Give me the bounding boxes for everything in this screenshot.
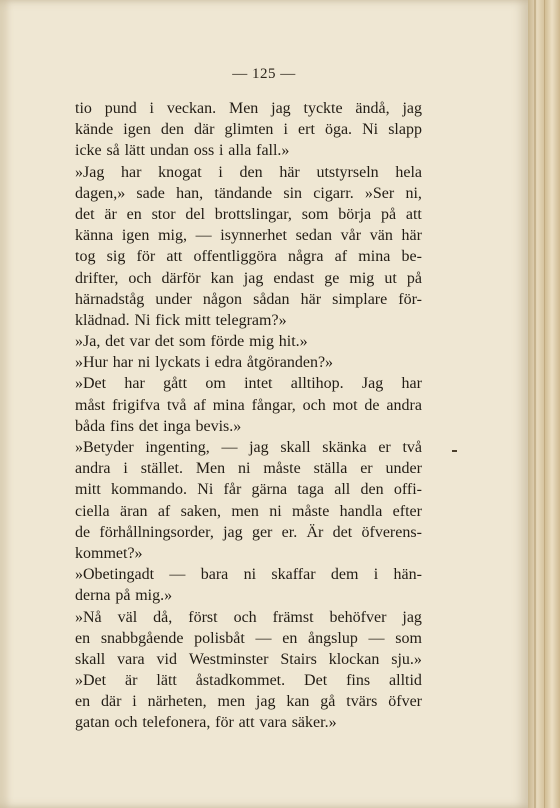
word: Men — [195, 460, 226, 478]
word: af — [193, 396, 206, 414]
word: är — [104, 205, 117, 223]
word: gått — [163, 375, 188, 393]
word: sig — [106, 248, 126, 266]
word: alla — [228, 142, 252, 160]
word: hela — [395, 163, 422, 181]
text-line — [75, 204, 422, 225]
word: offi- — [393, 481, 422, 499]
word: bara — [200, 566, 229, 584]
word: mina — [358, 248, 391, 266]
word: — — [255, 629, 272, 647]
word: stor — [151, 205, 176, 223]
word: jag — [402, 100, 422, 117]
word: har — [124, 375, 145, 393]
word: bevis.» — [195, 417, 242, 435]
word: där — [194, 121, 215, 139]
word: tvärs — [346, 693, 378, 711]
word: den — [239, 163, 263, 181]
word: vän — [369, 227, 393, 245]
word: som — [301, 205, 329, 223]
word: telegram?» — [215, 311, 287, 329]
word: »Jag — [75, 163, 105, 181]
text-line — [75, 140, 422, 161]
text-line — [75, 479, 422, 500]
word: hit.» — [278, 333, 308, 351]
word: i — [132, 693, 137, 711]
word: klädnad. — [75, 311, 130, 329]
word: har — [121, 163, 142, 181]
word: taga — [297, 481, 324, 499]
word: gärna — [251, 481, 288, 499]
word: sju.» — [391, 650, 422, 668]
word: i — [123, 460, 128, 478]
word: andra — [386, 396, 422, 414]
text-line — [75, 98, 422, 119]
word: ingenting, — [145, 439, 210, 456]
word: tändande — [214, 184, 273, 202]
word: hän- — [393, 566, 422, 584]
word: Ni — [197, 481, 214, 499]
word: en — [75, 629, 91, 647]
word: snabbgående — [100, 629, 184, 647]
word: det — [105, 333, 125, 351]
text-line — [75, 416, 422, 437]
word: — — [368, 629, 385, 647]
text-line — [75, 712, 422, 733]
word: frigifva — [112, 396, 161, 414]
word: sade — [136, 184, 165, 202]
word: det — [138, 417, 159, 435]
word: del — [185, 205, 205, 223]
word: det — [332, 523, 353, 541]
word: af — [157, 502, 171, 520]
word: ni, — [405, 184, 422, 202]
word: »Ja, — [75, 333, 101, 351]
word: alltid — [389, 672, 422, 690]
word: sin — [283, 184, 303, 202]
word: ert — [298, 121, 315, 139]
word: under — [385, 460, 422, 478]
word: inga — [163, 417, 191, 435]
word: mitt — [75, 481, 101, 499]
word: fins — [110, 417, 134, 435]
word: först — [188, 608, 218, 626]
text-line — [75, 331, 422, 352]
word: en — [282, 629, 298, 647]
text-line — [75, 543, 422, 564]
word: ändå, — [355, 100, 390, 117]
word: knogat — [158, 163, 202, 181]
word: här — [401, 227, 422, 245]
word: de — [75, 523, 91, 541]
word: närheten, — [147, 693, 207, 711]
word: måst — [75, 396, 106, 414]
text-line — [75, 607, 422, 628]
word: på — [380, 205, 397, 223]
word: främst — [272, 608, 314, 626]
word: som — [395, 629, 422, 647]
word: be- — [401, 248, 422, 266]
text-line — [75, 373, 422, 394]
text-line — [75, 352, 422, 373]
word: vara — [117, 650, 145, 668]
text-line — [75, 458, 422, 479]
word: och — [302, 396, 326, 414]
word: och — [128, 269, 152, 287]
word: klockan — [328, 650, 380, 668]
word: får — [223, 481, 242, 499]
word: är — [125, 672, 138, 690]
word: det — [75, 205, 95, 223]
body-text — [75, 98, 422, 734]
word: simplare — [332, 290, 388, 308]
text-line — [75, 395, 422, 416]
word: behöfver — [329, 608, 387, 626]
text-line — [75, 310, 422, 331]
text-line — [75, 289, 422, 310]
word: åstadkommet. — [195, 672, 286, 690]
word: i — [373, 566, 379, 584]
word: jag — [243, 269, 264, 287]
word: fins — [346, 672, 371, 690]
word: igen — [121, 227, 150, 245]
text-line — [75, 670, 422, 691]
word: fall.» — [256, 142, 290, 160]
page-edge — [528, 0, 560, 808]
word: kommet?» — [75, 544, 143, 562]
word: skall — [280, 439, 311, 456]
word: några — [287, 248, 324, 266]
word: i — [218, 142, 224, 160]
word: Westminster — [188, 650, 269, 668]
word: därför — [161, 269, 201, 287]
word: i — [283, 121, 288, 139]
word: om — [205, 375, 226, 393]
word: slapp — [388, 121, 422, 139]
word: vid — [156, 650, 177, 668]
text-line — [75, 225, 422, 246]
word: af — [334, 248, 348, 266]
word: åtgöranden?» — [246, 354, 334, 372]
word: känna — [75, 227, 114, 245]
word: cigarr. — [313, 184, 354, 202]
word: glimten — [224, 121, 274, 139]
word: sådan — [253, 290, 290, 308]
text-line — [75, 585, 422, 606]
word: han, — [176, 184, 204, 202]
text-line — [75, 501, 422, 522]
word: »Ser — [364, 184, 395, 202]
word: måste — [263, 460, 301, 478]
word: efter — [392, 502, 422, 520]
word: har — [401, 375, 422, 393]
word: i — [218, 163, 223, 181]
word: tog — [75, 248, 96, 266]
word: ge — [324, 269, 340, 287]
word: att — [238, 714, 255, 732]
word: utstyrseln — [316, 163, 379, 181]
word: för — [136, 248, 156, 266]
word: endast — [273, 269, 315, 287]
word: som — [179, 333, 206, 351]
word: förhållningsorder, — [99, 523, 214, 541]
text-line — [75, 119, 422, 140]
text-line — [75, 649, 422, 670]
text-line — [75, 246, 422, 267]
word: här — [300, 290, 322, 308]
word: oss — [193, 142, 215, 160]
word: på — [406, 269, 422, 287]
word: att — [166, 248, 183, 266]
word: och — [233, 608, 257, 626]
word: — — [221, 439, 238, 456]
text-line — [75, 522, 422, 543]
word: ut — [384, 269, 397, 287]
word: kan — [286, 693, 310, 711]
word: offentliggöra — [193, 248, 277, 266]
word: brottslingar, — [214, 205, 292, 223]
word: dem — [330, 566, 359, 584]
word: lätt — [156, 672, 177, 690]
word: »Det — [75, 672, 107, 690]
word: men — [231, 502, 259, 520]
word: sedan — [295, 227, 333, 245]
margin-mark — [452, 450, 457, 452]
text-line — [75, 183, 422, 204]
word: att — [405, 205, 422, 223]
word: Stairs — [280, 650, 317, 668]
word: alltihop. — [290, 375, 344, 393]
word: vår — [340, 227, 362, 245]
word: fångar, — [251, 396, 296, 414]
word: fick — [155, 311, 181, 329]
word: börja — [338, 205, 372, 223]
word: jag — [271, 100, 291, 117]
word: jag — [223, 523, 243, 541]
word: andra — [75, 460, 111, 478]
word: så — [106, 142, 120, 160]
word: äran — [119, 502, 148, 520]
word: där — [100, 693, 122, 711]
word: er. — [281, 523, 298, 541]
word: intet — [244, 375, 273, 393]
word: Ni — [134, 311, 151, 329]
word: dagen,» — [75, 184, 126, 202]
word: någon — [202, 290, 243, 308]
word: kommando. — [111, 481, 188, 499]
word: ciella — [75, 502, 110, 520]
word: veckan. — [166, 100, 217, 117]
word: edra — [214, 354, 243, 372]
word: ger — [251, 523, 273, 541]
text-line — [75, 628, 422, 649]
word: lätt — [124, 142, 146, 160]
text-line — [75, 162, 422, 183]
page-number: — 125 — — [232, 66, 296, 82]
word: skaffar — [271, 566, 316, 584]
word: kände — [75, 121, 114, 139]
word: var — [129, 333, 150, 351]
word: »Betyder — [75, 439, 134, 456]
word: men — [217, 693, 246, 711]
word: isynnerhet — [220, 227, 287, 245]
word: jag — [255, 693, 276, 711]
word: Det — [304, 672, 328, 690]
word: vara — [259, 714, 287, 732]
word: telefonera, — [142, 714, 211, 732]
word: igen — [123, 121, 151, 139]
word: pund — [104, 100, 137, 117]
word: »Obetingadt — [75, 566, 155, 584]
word: skänka — [322, 439, 367, 456]
word: mot — [332, 396, 358, 414]
word: mitt — [184, 311, 211, 329]
text-line — [75, 437, 422, 458]
word: på — [115, 587, 131, 605]
word: ni — [243, 566, 257, 584]
word: stället. — [140, 460, 183, 478]
text-line — [75, 564, 422, 585]
word: då, — [153, 608, 173, 626]
word: säker.» — [291, 714, 337, 732]
word: en — [126, 205, 142, 223]
word: mig — [349, 269, 375, 287]
word: ni — [238, 460, 251, 478]
word: polisbåt — [194, 629, 245, 647]
word: icke — [75, 142, 102, 160]
word: två — [166, 396, 187, 414]
word: derna — [75, 587, 111, 605]
word: Ni — [362, 121, 379, 139]
word: — — [195, 227, 212, 245]
word: »Det — [75, 375, 107, 393]
word: ställa — [313, 460, 348, 478]
word: mig.» — [135, 587, 173, 605]
word: gatan — [75, 714, 110, 732]
word: tio — [75, 100, 92, 117]
word: all — [334, 481, 351, 499]
word: de — [364, 396, 380, 414]
text-line — [75, 691, 422, 712]
word: för — [215, 714, 234, 732]
word: er — [378, 439, 391, 456]
word: måste — [292, 502, 330, 520]
word: för- — [398, 290, 422, 308]
word: under — [155, 290, 192, 308]
word: det — [154, 333, 175, 351]
word: — — [169, 566, 186, 584]
word: öfver — [388, 693, 422, 711]
word: »Nå — [75, 608, 102, 626]
word: mig — [249, 333, 274, 351]
word: i — [149, 100, 154, 117]
word: i — [205, 354, 210, 372]
word: jag — [249, 439, 269, 456]
word: den — [360, 481, 384, 499]
word: en — [75, 693, 91, 711]
word: har — [112, 354, 134, 372]
word: ni — [137, 354, 151, 372]
word: ångslup — [308, 629, 358, 647]
word: öga. — [324, 121, 353, 139]
text-line — [75, 268, 422, 289]
word: härnadståg — [75, 290, 145, 308]
word: mig, — [158, 227, 187, 245]
word: mina — [212, 396, 245, 414]
word: undan — [149, 142, 189, 160]
word: öfverens- — [361, 523, 422, 541]
word: kan — [210, 269, 234, 287]
word: »Hur — [75, 354, 108, 372]
word: här — [279, 163, 300, 181]
word: gå — [320, 693, 336, 711]
word: den — [160, 121, 184, 139]
word: skall — [75, 650, 106, 668]
word: saken, — [180, 502, 222, 520]
word: väl — [117, 608, 138, 626]
word: Är — [306, 523, 324, 541]
word: drifter, — [75, 269, 119, 287]
word: tyckte — [303, 100, 343, 117]
word: Men — [228, 100, 259, 117]
word: båda — [75, 417, 106, 435]
word: ni — [269, 502, 282, 520]
word: två — [402, 439, 422, 456]
word: lyckats — [155, 354, 201, 372]
word: förde — [210, 333, 245, 351]
word: och — [114, 714, 138, 732]
word: jag — [402, 608, 422, 626]
word: handla — [339, 502, 383, 520]
word: Jag — [361, 375, 384, 393]
word: er — [360, 460, 373, 478]
